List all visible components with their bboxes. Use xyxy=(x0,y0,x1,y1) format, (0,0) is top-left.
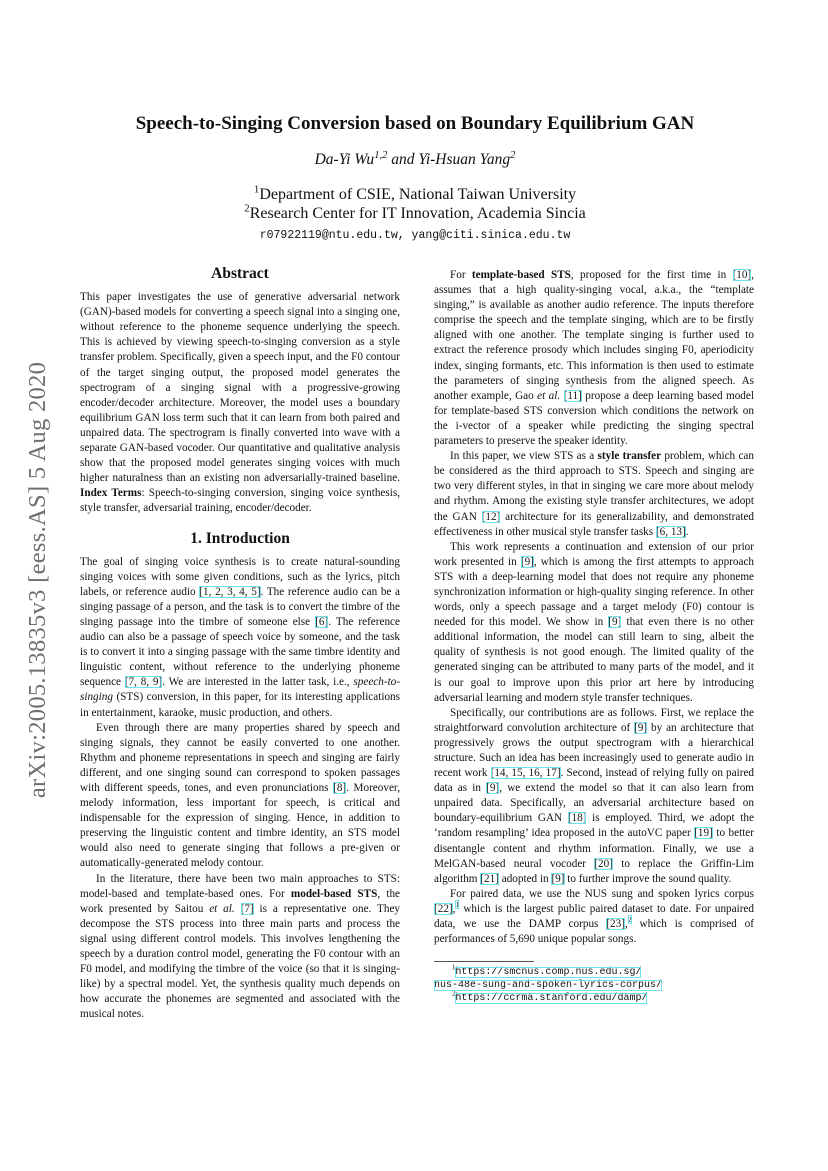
citation-link[interactable]: [9] xyxy=(634,721,648,734)
text-run: . We are interested in the latter task, i.e., xyxy=(162,676,354,689)
author-affiliation-mark: 1,2 xyxy=(374,149,388,161)
citation-link[interactable]: [6] xyxy=(315,615,329,628)
footnote xyxy=(434,992,754,1005)
citation-link[interactable]: [21] xyxy=(480,872,499,885)
arxiv-identifier: arXiv:2005.13835v3 [eess.AS] 5 Aug 2020 xyxy=(24,361,51,799)
text-run: , the work presented by Saitou xyxy=(80,887,401,915)
text-run: . Second, instead of relying fully on paired data as in xyxy=(434,767,755,795)
index-terms-label: Index Terms xyxy=(80,487,142,500)
text-run: propose a deep learning based model for template-based STS conversion which conditions the network on the i-vector of a speaker while predicting the singing spectral parameters to preserve the speaker identity. xyxy=(434,389,754,448)
footnote-link[interactable]: 2 xyxy=(627,915,632,925)
affiliation-mark: 1 xyxy=(253,183,260,196)
text-run: In the literature, there have been two main approaches to STS: model-based and template-based ones. For xyxy=(80,872,400,900)
citation-link[interactable]: [10] xyxy=(732,269,752,281)
citation-link[interactable]: [9] xyxy=(520,555,534,568)
text-run: is employed. Third, we adopt the ‘random resampling’ idea proposed in the autoVC paper xyxy=(434,812,754,840)
citation-link[interactable]: [20] xyxy=(594,857,613,870)
paragraph xyxy=(434,268,754,449)
affiliation-text: Department of CSIE, National Taiwan University xyxy=(259,186,577,203)
paragraph xyxy=(80,555,400,721)
footnote-url-link[interactable]: nus-48e-sung-and-spoken-lyrics-corpus/ xyxy=(434,980,663,992)
text-run: Even through there are many properties shared by speech and singing signals, they cannot be easily converted to one another. Rhythm and phoneme representations in speech and singing are fairly different, and one singing sound can correspond to spoken passages with different speeds, tones, and even pronunciations xyxy=(80,721,400,794)
citation-link[interactable]: [6, 13] xyxy=(655,525,686,538)
author-affiliation-mark: 2 xyxy=(510,149,516,161)
index-terms-text: : Speech-to-singing conversion, singing voice synthesis, style transfer, adversarial training, encoder/decoder. xyxy=(80,487,400,515)
footnote-number: 1 xyxy=(452,964,456,972)
citation-link[interactable]: [23] xyxy=(606,918,625,931)
abstract-body: This paper investigates the use of generative adversarial network (GAN)-based models for converting a speech signal into a singing one, without reference to the phoneme sequence underlying the speech. This is achieved by viewing speech-to-singing conversion as a style transfer problem. Specifically, given a speech input, and the F0 contour of the target singing output, the proposed model generates the spectrogram of a singing signal with a progressive-growing encoder/decoder architecture. Moreover, the model uses a boundary equilibrium GAN loss term such that it can learn from both paired and unpaired data. The spectrogram is finally converted into wave with a separate GAN-based vocoder. Our quantitative and qualitative analysis show that the proposed model generates singing voices with much higher naturalness than an existing non adversarially-trained baseline. xyxy=(80,291,400,485)
text-run: to further improve the sound quality. xyxy=(564,872,732,885)
text-run: that even there is no other additional information, the model can still learn to sing, albeit the quality of synthesis is not good enough. The limited quality of the generated singing can be attributed to many parts of the model, and it is our goal to improve upon this prior art here by introducing adversarial learning and modern style transfer techniques. xyxy=(434,616,754,704)
footnote-url-link[interactable]: https://smcnus.comp.nus.edu.sg/ xyxy=(455,967,642,979)
affiliation-text: Research Center for IT Innovation, Academia Sincia xyxy=(249,205,586,222)
footnote-divider xyxy=(434,961,534,962)
citation-link[interactable]: [9] xyxy=(608,616,622,629)
introduction-heading: 1. Introduction xyxy=(190,529,290,547)
text-run: In this paper, we view STS as a xyxy=(450,450,598,463)
text-run: is a representative one. They decompose the STS process into three main parts and process the signal using different control models. This involves lengthening the speech by a duration control model, generating the F0 contour with an F0 model, and modifying the timbre of the voice (so that it is singing-like) by a spectral model. Yet, the synthesis quality much depends on how accurate the phonemes are segmented and associated with the musical notes. xyxy=(80,902,401,1021)
text-run: For paired data, we use the NUS sung and spoken lyrics corpus xyxy=(450,887,754,900)
abstract-heading: Abstract xyxy=(211,265,269,282)
footnote-link[interactable]: 1 xyxy=(455,900,460,910)
citation-link[interactable]: [18] xyxy=(567,812,587,825)
text-run: architecture for its generalizability, and demonstrated effectiveness in other musical style transfer tasks xyxy=(434,510,754,538)
affiliation-mark: 2 xyxy=(244,202,250,215)
text-run: Specifically, our contributions are as follows. First, we replace the straightforward convolution architecture of xyxy=(434,706,754,734)
citation-link[interactable]: [8] xyxy=(333,782,347,794)
citation-link[interactable]: [11] xyxy=(563,389,582,402)
author-name: Da-Yi Wu xyxy=(314,151,375,168)
footnote xyxy=(434,966,754,979)
affiliation xyxy=(80,183,750,204)
citation-link[interactable]: [1, 2, 3, 4, 5] xyxy=(199,585,261,598)
author-emails: r07922119@ntu.edu.tw, yang@citi.sinica.edu.tw xyxy=(259,229,571,242)
footnote xyxy=(434,979,754,992)
text-run: to better disentangle content and rhythm information. Finally, we use a MelGAN-based neural vocoder xyxy=(434,827,755,870)
text-run: . xyxy=(685,525,689,538)
author-conjunction: and xyxy=(387,151,419,168)
footnote-url-link[interactable]: https://ccrma.stanford.edu/damp/ xyxy=(455,993,648,1005)
text-run: adopted in xyxy=(498,872,552,885)
text-run: to replace the Griffin-Lim algorithm xyxy=(434,857,754,885)
right-column xyxy=(434,268,754,1005)
text-run: by an architecture that progressively grows the output spectrogram with a hierarchical structure. Such an idea has been increasingly used to generate audio in recent work xyxy=(434,721,754,780)
citation-link[interactable]: [12] xyxy=(481,510,501,523)
paper-title: Speech-to-Singing Conversion based on Boundary Equilibrium GAN xyxy=(135,113,695,134)
paragraph: For paired data, we use the NUS sung and spoken lyrics corpus [22],$^1$ which is the largest public paired dataset to date. For unpaired data, we use the DAMP corpus [23],$^2$ which is comprised of performances of 5,690 unique popular songs. xyxy=(434,887,754,946)
citation-link[interactable]: [7] xyxy=(240,902,254,915)
emphasis: et al. xyxy=(537,389,561,402)
emphasis: speech-to-singing xyxy=(80,676,400,704)
citation-link[interactable]: [22] xyxy=(434,902,453,915)
text-run: which is comprised of performances of 5,690 unique popular songs. xyxy=(434,918,754,946)
text-run: (STS) conversion, in this paper, for its interesting applications in entertainment, karaoke, music production, and others. xyxy=(80,691,400,719)
citation-link[interactable]: [7, 8, 9] xyxy=(124,676,163,689)
paragraph xyxy=(434,449,754,540)
text-run: This work represents a continuation and extension of our prior work presented in xyxy=(434,540,754,568)
bold-term: template-based STS xyxy=(471,269,571,281)
paragraph xyxy=(80,721,400,872)
text-run: , we extend the model so that it can also learn from unpaired data. Specifically, an adversarial architecture based on boundary-equilibrium GAN xyxy=(434,782,754,825)
affiliation xyxy=(80,202,750,223)
citation-link[interactable]: [14, 15, 16, 17] xyxy=(490,767,561,780)
text-run: , proposed for the first time in xyxy=(570,269,733,281)
paragraph xyxy=(434,706,754,887)
text-run: . The reference audio can also be a passage of speech voice by someone, and the task is to convert it into a singing passage with the same timbre identity and linguistic content, without reference to the underlying phoneme sequence xyxy=(80,615,400,689)
bold-term: style transfer xyxy=(597,450,662,463)
bold-term: model-based STS xyxy=(290,887,378,900)
text-run: . Moreover, melody information, less important for speech, is critical and indispensable for the expression of singing. Hence, in addition to preserving the linguistic content and timbre identity, an STS model would also need to generate singing that follows a pre-given or automatically-generated melody contour. xyxy=(80,782,400,870)
text-run: . The reference audio can be a singing passage of a person, and the task is to convert the timbre of the singing passage into the timbre of someone else xyxy=(80,585,401,628)
left-column xyxy=(80,266,400,1023)
text-run: problem, which can be considered as the third approach to STS. Speech and singing are two very different styles, in that in singing we care more about melody and rhythm. Among the existing style transfer architectures, we adopt the GAN xyxy=(434,450,754,523)
author-name: Yi-Hsuan Yang xyxy=(418,151,511,168)
author-line xyxy=(80,151,750,169)
text-run: , which is among the first attempts to approach STS with a deep-learning model that does not require any phoneme synchronization information or high-quality singing reference. In other words, only a speech passage and a target melody (F0) contour is needed for this model. We show in xyxy=(434,555,755,629)
citation-link[interactable]: [9] xyxy=(551,872,565,885)
text-run: For xyxy=(450,269,472,281)
paragraph xyxy=(434,540,754,706)
text-run: , assumes that a high quality-singing vocal, a.k.a., the “template singing,” is available as another audio reference. The inputs therefore comprise the speech and the template singing, which are to be firstly aligned with one another. The template singing is further used to extract the reference prosody which includes singing F0, aperiodicity index, singing formants, etc. This information is then used to estimate the parameters of singing synthesis from the aligned speech. As another example, Gao xyxy=(434,269,754,402)
citation-link[interactable]: [9] xyxy=(486,782,500,795)
citation-link[interactable]: [19] xyxy=(694,827,713,840)
emphasis: et al. xyxy=(209,902,235,915)
paragraph xyxy=(80,872,400,1023)
footnotes xyxy=(434,966,754,1005)
abstract-text xyxy=(80,290,400,516)
text-run: which is the largest public paired dataset to date. For unpaired data, we use the DAMP corpus xyxy=(434,902,754,931)
arxiv-identifier-sidebar xyxy=(8,300,68,860)
text-run: The goal of singing voice synthesis is to create natural-sounding singing voices with some given conditions, such as the lyrics, pitch labels, or reference audio xyxy=(80,555,400,598)
footnote-number: 2 xyxy=(452,990,456,998)
